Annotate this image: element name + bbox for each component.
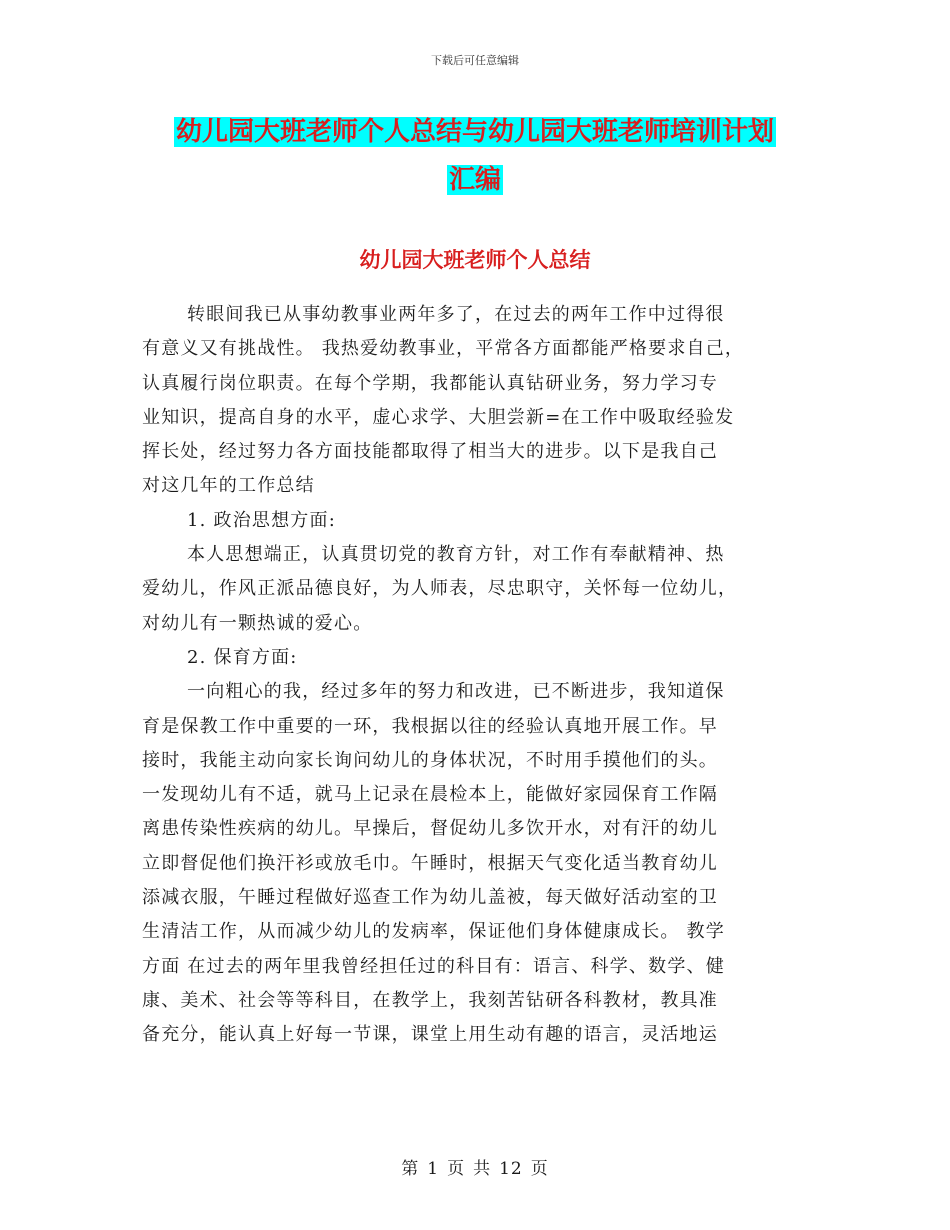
page-footer xyxy=(0,1154,950,1179)
body-line: 康、美术、社会等等科目，在教学上，我刻苦钻研各科教材，教具准 xyxy=(142,989,718,1011)
page-total: 12 xyxy=(499,1159,523,1179)
header-note: 下载后可任意编辑 xyxy=(431,54,519,67)
footer-prefix: 第 xyxy=(401,1159,420,1179)
footer-suffix: 页 xyxy=(530,1159,549,1179)
document-title-line-2: 汇编 xyxy=(448,165,501,195)
body-line: 挥长处，经过努力各方面技能都取得了相当大的进步。以下是我自己 xyxy=(142,441,718,463)
body-line: 生清洁工作，从而减少幼儿的发病率，保证他们身体健康成长。 教学 xyxy=(142,921,725,943)
body-line: 一发现幼儿有不适，就马上记录在晨检本上，能做好家园保育工作隔 xyxy=(142,784,718,806)
body-line: 有意义又有挑战性。 我热爱幼教事业，平常各方面都能严格要求自己， xyxy=(142,338,745,360)
body-line: 转眼间我已从事幼教事业两年多了，在过去的两年工作中过得很 xyxy=(187,304,725,325)
body-line: 爱幼儿，作风正派品德良好，为人师表，尽忠职守，关怀每一位幼儿， xyxy=(142,578,738,600)
footer-mid: 页 xyxy=(447,1159,466,1179)
page-number: 1 xyxy=(427,1159,440,1179)
body-line: 备充分，能认真上好每一节课，课堂上用生动有趣的语言，灵活地运 xyxy=(142,1024,718,1046)
body-line: 对幼儿有一颗热诚的爱心。 xyxy=(142,612,373,634)
body-line: 业知识，提高自身的水平，虚心求学、大胆尝新=在工作中吸取经验发 xyxy=(142,406,735,428)
body-line: 接时，我能主动向家长询问幼儿的身体状况，不时用手摸他们的头。 xyxy=(142,749,718,771)
section-title: 幼儿园大班老师个人总结 xyxy=(359,248,591,272)
list-heading: 2. 保育方面: xyxy=(187,646,298,668)
body-line: 认真履行岗位职责。在每个学期，我都能认真钻研业务，努力学习专 xyxy=(142,372,718,394)
body-line: 一向粗心的我，经过多年的努力和改进，已不断进步，我知道保 xyxy=(187,681,725,703)
document-title xyxy=(0,108,950,204)
footer-total-label: 共 xyxy=(473,1159,492,1179)
body-text xyxy=(142,298,812,1053)
list-heading: 1. 政治思想方面: xyxy=(187,509,336,531)
body-line: 对这几年的工作总结 xyxy=(142,475,315,497)
body-line: 方面 在过去的两年里我曾经担任过的科目有：语言、科学、数学、健 xyxy=(142,955,725,977)
body-line: 育是保教工作中重要的一环，我根据以往的经验认真地开展工作。早 xyxy=(142,715,718,737)
body-line: 本人思想端正，认真贯切党的教育方针，对工作有奉献精神、热 xyxy=(187,544,725,566)
body-line: 添减衣服，午睡过程做好巡查工作为幼儿盖被，每天做好活动室的卫 xyxy=(142,887,718,909)
body-line: 立即督促他们换汗衫或放毛巾。午睡时，根据天气变化适当教育幼儿 xyxy=(142,852,718,874)
body-line: 离患传染性疾病的幼儿。早操后，督促幼儿多饮开水，对有汗的幼儿 xyxy=(142,818,718,840)
document-title-line-1: 幼儿园大班老师个人总结与幼儿园大班老师培训计划 xyxy=(175,117,774,147)
